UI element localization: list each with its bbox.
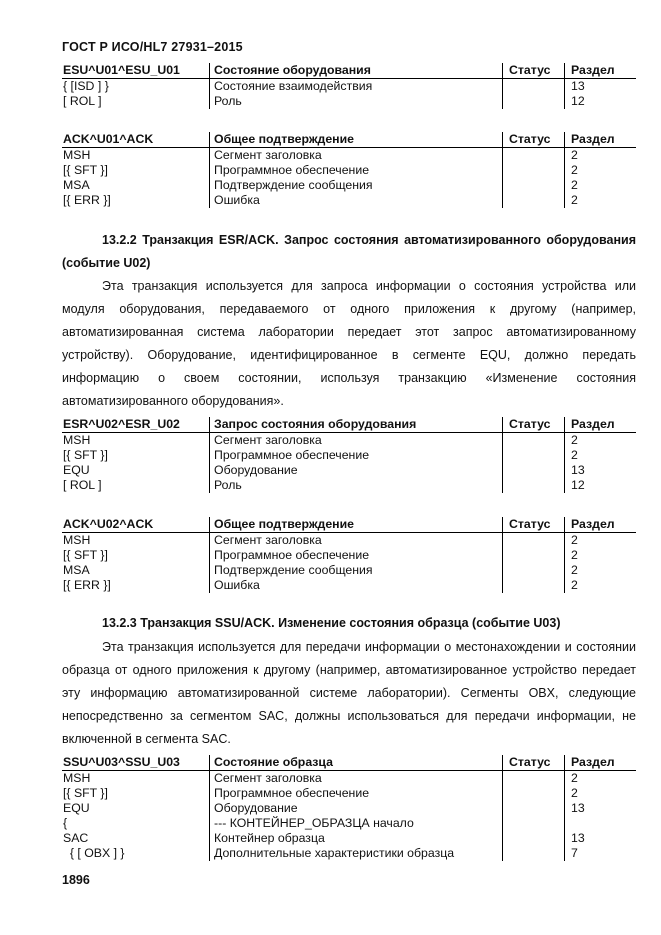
table-header-row <box>62 517 636 533</box>
section-paragraph-13-2-3: Эта транзакция используется для передачи информации о местонахождении и состоянии образца от одного приложения к другому (например, автоматизированное устройство передает эту информацию автоматизированной системе лаборатории). Сегменты OBX, следующие непосредственно за сегментом SAC, должны использоваться для передачи информации, не включенной в сегмента SAC. <box>62 640 636 746</box>
description-cell: Дополнительные характеристики образца <box>209 846 502 861</box>
table-row <box>62 448 636 463</box>
section-cell: 12 <box>564 478 636 493</box>
table-row <box>62 163 636 178</box>
status-cell <box>502 463 564 478</box>
section-cell: 13 <box>564 831 636 846</box>
table-row <box>62 548 636 563</box>
segment-cell: EQU <box>63 801 90 815</box>
segment-cell: [ ROL ] <box>63 478 102 492</box>
segment-cell: [ ROL ] <box>63 94 102 108</box>
segment-cell: [{ ERR }] <box>63 578 111 592</box>
column-header: Общее подтверждение <box>209 517 502 532</box>
table-row <box>62 178 636 193</box>
table-row <box>62 786 636 801</box>
description-cell: Оборудование <box>209 463 502 478</box>
status-cell <box>502 548 564 563</box>
document-header: ГОСТ Р ИСО/HL7 27931–2015 <box>62 40 243 54</box>
segment-cell: MSH <box>63 148 91 162</box>
table-row <box>62 193 636 208</box>
column-header: Состояние оборудования <box>209 63 502 78</box>
table-row <box>62 578 636 593</box>
section-cell: 2 <box>564 533 636 548</box>
segment-cell: [{ ERR }] <box>63 193 111 207</box>
section-cell: 2 <box>564 433 636 448</box>
table-row <box>62 79 636 94</box>
column-header: Статус <box>502 63 564 78</box>
status-cell <box>502 816 564 831</box>
section-heading-13-2-2: 13.2.2 Транзакция ESR/ACK. Запрос состояния автоматизированного оборудования (событие U02) <box>62 233 636 270</box>
segment-table-ack-u02 <box>62 517 636 593</box>
status-cell <box>502 801 564 816</box>
column-header: Раздел <box>564 517 636 532</box>
status-cell <box>502 786 564 801</box>
description-cell: Подтверждение сообщения <box>209 563 502 578</box>
column-header: Статус <box>502 417 564 432</box>
segment-cell: { <box>63 816 68 830</box>
page-number: 1896 <box>62 873 90 887</box>
segment-cell: [{ SFT }] <box>63 548 108 562</box>
section-cell: 2 <box>564 548 636 563</box>
column-header: Раздел <box>564 63 636 78</box>
status-cell <box>502 94 564 109</box>
segment-table-ssu-u03 <box>62 755 636 861</box>
description-cell: Сегмент заголовка <box>209 433 502 448</box>
column-header: Состояние образца <box>209 755 502 770</box>
description-cell: --- КОНТЕЙНЕР_ОБРАЗЦА начало <box>209 816 502 831</box>
status-cell <box>502 533 564 548</box>
table-row <box>62 533 636 548</box>
column-header: Раздел <box>564 417 636 432</box>
section-cell: 13 <box>564 463 636 478</box>
column-header: Раздел <box>564 132 636 147</box>
segment-cell: { [ OBX ] } <box>63 846 125 860</box>
section-cell: 2 <box>564 578 636 593</box>
section-cell: 2 <box>564 193 636 208</box>
status-cell <box>502 163 564 178</box>
status-cell <box>502 478 564 493</box>
column-header: Запрос состояния оборудования <box>209 417 502 432</box>
description-cell: Контейнер образца <box>209 831 502 846</box>
status-cell <box>502 846 564 861</box>
table-header-row <box>62 63 636 79</box>
section-cell: 2 <box>564 163 636 178</box>
status-cell <box>502 771 564 786</box>
table-row <box>62 433 636 448</box>
table-row <box>62 148 636 163</box>
description-cell: Ошибка <box>209 578 502 593</box>
status-cell <box>502 79 564 94</box>
table-row <box>62 831 636 846</box>
column-header: ESU^U01^ESU_U01 <box>63 63 180 77</box>
column-header: Общее подтверждение <box>209 132 502 147</box>
table-row <box>62 846 636 861</box>
status-cell <box>502 433 564 448</box>
status-cell <box>502 563 564 578</box>
segment-table-esr-u02 <box>62 417 636 493</box>
segment-cell: SAC <box>63 831 89 845</box>
column-header: Статус <box>502 517 564 532</box>
table-row <box>62 94 636 109</box>
section-cell <box>564 816 636 831</box>
description-cell: Оборудование <box>209 801 502 816</box>
segment-cell: [{ SFT }] <box>63 786 108 800</box>
description-cell: Ошибка <box>209 193 502 208</box>
section-cell: 13 <box>564 79 636 94</box>
status-cell <box>502 193 564 208</box>
column-header: Статус <box>502 132 564 147</box>
segment-cell: MSH <box>63 533 91 547</box>
column-header: ESR^U02^ESR_U02 <box>63 417 180 431</box>
section-cell: 2 <box>564 148 636 163</box>
segment-cell: MSA <box>63 563 90 577</box>
description-cell: Состояние взаимодействия <box>209 79 502 94</box>
segment-table-ack-u01 <box>62 132 636 208</box>
table-row <box>62 801 636 816</box>
column-header: SSU^U03^SSU_U03 <box>63 755 180 769</box>
description-cell: Программное обеспечение <box>209 448 502 463</box>
section-cell: 2 <box>564 178 636 193</box>
section-cell: 2 <box>564 563 636 578</box>
section-cell: 7 <box>564 846 636 861</box>
segment-cell: MSH <box>63 433 91 447</box>
table-row <box>62 816 636 831</box>
status-cell <box>502 148 564 163</box>
segment-cell: [{ SFT }] <box>63 163 108 177</box>
description-cell: Роль <box>209 94 502 109</box>
segment-cell: MSH <box>63 771 91 785</box>
description-cell: Подтверждение сообщения <box>209 178 502 193</box>
status-cell <box>502 178 564 193</box>
description-cell: Сегмент заголовка <box>209 148 502 163</box>
section-cell: 12 <box>564 94 636 109</box>
table-header-row <box>62 417 636 433</box>
description-cell: Сегмент заголовка <box>209 533 502 548</box>
table-row <box>62 563 636 578</box>
section-cell: 2 <box>564 786 636 801</box>
column-header: ACK^U01^ACK <box>63 132 154 146</box>
description-cell: Программное обеспечение <box>209 163 502 178</box>
status-cell <box>502 831 564 846</box>
status-cell <box>502 578 564 593</box>
table-header-row <box>62 755 636 771</box>
description-cell: Программное обеспечение <box>209 786 502 801</box>
table-row <box>62 771 636 786</box>
segment-cell: [{ SFT }] <box>63 448 108 462</box>
section-heading-13-2-3: 13.2.3 Транзакция SSU/ACK. Изменение состояния образца (событие U03) <box>102 616 561 630</box>
status-cell <box>502 448 564 463</box>
description-cell: Роль <box>209 478 502 493</box>
segment-table-esu-u01 <box>62 63 636 109</box>
column-header: Статус <box>502 755 564 770</box>
column-header: ACK^U02^ACK <box>63 517 154 531</box>
section-paragraph-13-2-2: Эта транзакция используется для запроса информации о состояния устройства или модуля оборудования, передаваемого от одного приложения к другому (например, автоматизированная система лаборатории передает этот запрос автоматизированному устройству). Оборудование, идентифицированное в сегменте EQU, должно передать информацию о своем состоянии, используя транзакцию «Изменение состояния автоматизированного оборудования». <box>62 279 636 408</box>
section-cell: 2 <box>564 771 636 786</box>
section-cell: 13 <box>564 801 636 816</box>
table-header-row <box>62 132 636 148</box>
segment-cell: { [ISD ] } <box>63 79 109 93</box>
description-cell: Программное обеспечение <box>209 548 502 563</box>
table-row <box>62 478 636 493</box>
section-cell: 2 <box>564 448 636 463</box>
segment-cell: MSA <box>63 178 90 192</box>
table-row <box>62 463 636 478</box>
description-cell: Сегмент заголовка <box>209 771 502 786</box>
segment-cell: EQU <box>63 463 90 477</box>
column-header: Раздел <box>564 755 636 770</box>
